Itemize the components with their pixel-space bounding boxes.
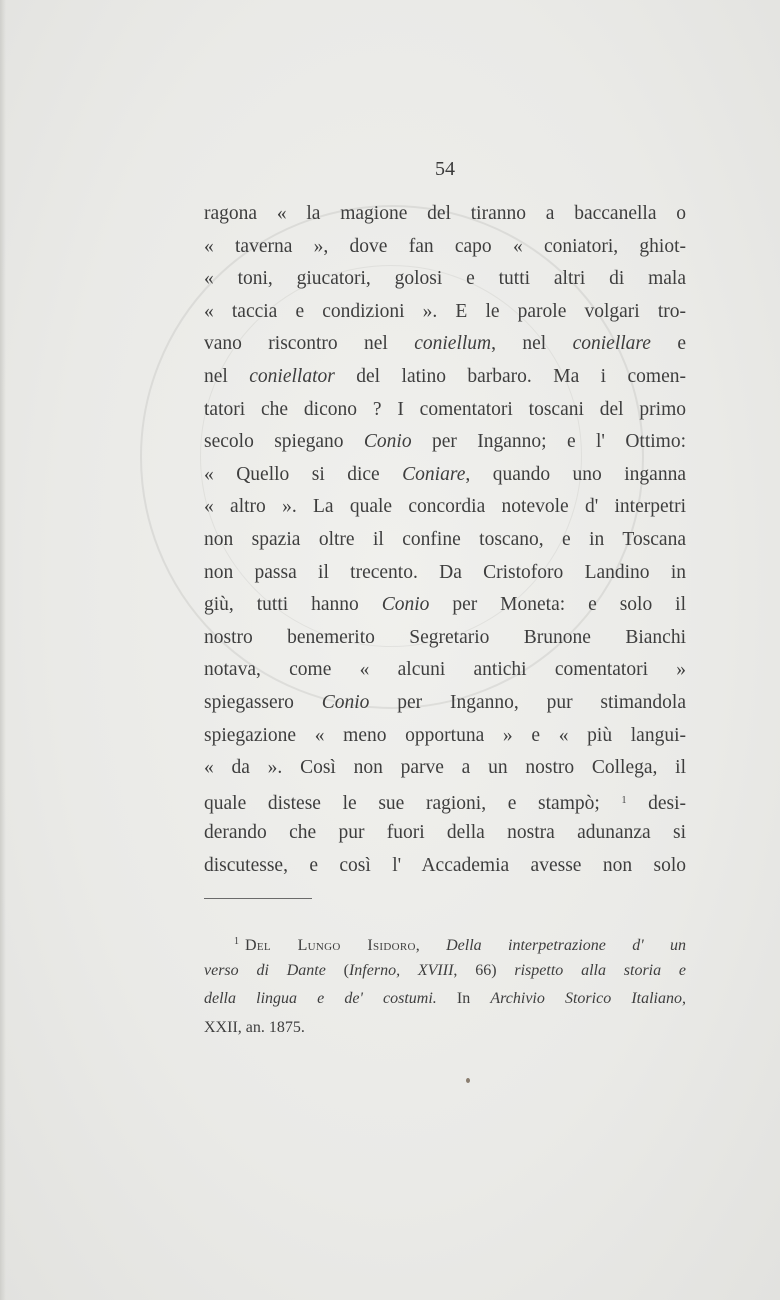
footnote bbox=[204, 928, 686, 1042]
text-line bbox=[204, 785, 686, 818]
text-segment: per Inganno; e l' Ottimo: bbox=[411, 431, 686, 453]
paper-spot bbox=[466, 1078, 470, 1083]
italic-text: Conio bbox=[321, 691, 370, 713]
text-line bbox=[204, 263, 686, 296]
text-line bbox=[204, 459, 686, 492]
text-segment: derando che pur fuori della nostra adunanza si bbox=[204, 822, 686, 844]
text-segment: , bbox=[682, 990, 686, 1007]
text-line bbox=[204, 524, 686, 557]
text-segment: spiegazione « meno opportuna » e « più langui- bbox=[204, 724, 686, 746]
text-line bbox=[204, 817, 686, 850]
footnote-line bbox=[204, 985, 686, 1014]
text-segment: notava, come « alcuni antichi comentatori » bbox=[204, 659, 686, 681]
italic-text: della lingua e de' costumi. bbox=[204, 990, 437, 1007]
text-segment: « taccia e condizioni ». E le parole volgari tro- bbox=[204, 300, 686, 322]
text-segment: ( bbox=[325, 961, 349, 979]
text-segment: , nel bbox=[491, 333, 573, 355]
text-line bbox=[204, 296, 686, 329]
text-line bbox=[204, 589, 686, 622]
italic-text: Conio bbox=[381, 594, 430, 616]
text-segment: « toni, giucatori, golosi e tutti altri di mala bbox=[204, 268, 686, 290]
footnote-line bbox=[204, 957, 686, 986]
page-number: 54 bbox=[435, 158, 455, 180]
italic-text: coniellator bbox=[249, 365, 335, 387]
text-segment: XXII, an. 1875. bbox=[204, 1018, 305, 1036]
text-segment: secolo spiegano bbox=[204, 431, 364, 453]
text-segment: In bbox=[436, 990, 491, 1007]
text-line bbox=[204, 654, 686, 687]
italic-text: Archivio Storico Italiano bbox=[490, 990, 682, 1007]
text-segment: « da ». Così non parve a un nostro Collega, il bbox=[204, 757, 686, 779]
text-segment: non spazia oltre il confine toscano, e in Toscana bbox=[204, 528, 686, 550]
text-line bbox=[204, 622, 686, 655]
text-segment: quale distese le sue ragioni, e stampò; bbox=[204, 792, 622, 814]
text-segment: , bbox=[415, 937, 447, 954]
footnote-line bbox=[204, 1014, 686, 1043]
text-line bbox=[204, 198, 686, 231]
text-line bbox=[204, 231, 686, 264]
footnote-reference: 1 bbox=[621, 794, 627, 806]
text-segment: per Inganno, pur stimandola bbox=[369, 691, 686, 713]
text-line bbox=[204, 720, 686, 753]
text-segment: Del Lungo Isidoro bbox=[245, 937, 416, 954]
text-segment: del latino barbaro. Ma i comen- bbox=[334, 365, 686, 387]
italic-text: verso di Dante bbox=[204, 961, 326, 979]
italic-text: coniellare bbox=[572, 333, 651, 355]
footnote-marker: 1 bbox=[234, 936, 239, 947]
text-line bbox=[204, 426, 686, 459]
text-line bbox=[204, 361, 686, 394]
text-segment: , quando uno inganna bbox=[465, 463, 686, 485]
page-edge-shadow bbox=[0, 0, 6, 1300]
italic-text: Conio bbox=[363, 431, 412, 453]
text-segment: « taverna », dove fan capo « coniatori, ghiot- bbox=[204, 235, 686, 257]
footnote-line bbox=[204, 928, 686, 957]
text-segment: nostro benemerito Segretario Brunone Bianchi bbox=[204, 626, 686, 648]
main-text bbox=[204, 198, 686, 882]
text-line bbox=[204, 328, 686, 361]
text-line bbox=[204, 850, 686, 883]
text-segment: , 66) bbox=[453, 961, 515, 979]
text-segment: e bbox=[650, 333, 686, 355]
italic-text: coniellum bbox=[414, 333, 492, 355]
text-segment: vano riscontro nel bbox=[204, 333, 415, 355]
text-segment: discutesse, e così l' Accademia avesse non solo bbox=[204, 854, 686, 876]
text-segment: tatori che dicono ? I comentatori toscani del primo bbox=[204, 398, 686, 420]
text-segment: spiegassero bbox=[204, 691, 322, 713]
text-segment: non passa il trecento. Da Cristoforo Landino in bbox=[204, 561, 686, 583]
text-segment: nel bbox=[204, 365, 250, 387]
footnote-separator bbox=[204, 898, 312, 899]
text-line bbox=[204, 394, 686, 427]
text-segment: « Quello si dice bbox=[204, 463, 403, 485]
text-segment: ragona « la magione del tiranno a baccanella o bbox=[204, 203, 686, 224]
italic-text: Inferno, XVIII bbox=[348, 961, 454, 979]
text-segment: « altro ». La quale concordia notevole d' interpetri bbox=[204, 496, 686, 518]
text-line bbox=[204, 491, 686, 524]
text-segment: desi- bbox=[626, 792, 686, 814]
italic-text: Coniare bbox=[402, 463, 466, 485]
text-line bbox=[204, 687, 686, 720]
text-segment: per Moneta: e solo il bbox=[429, 594, 686, 616]
italic-text: rispetto alla storia e bbox=[514, 961, 687, 979]
italic-text: Della interpetrazione d' un bbox=[446, 937, 686, 954]
text-segment: giù, tutti hanno bbox=[204, 594, 382, 616]
text-line bbox=[204, 752, 686, 785]
text-line bbox=[204, 557, 686, 590]
